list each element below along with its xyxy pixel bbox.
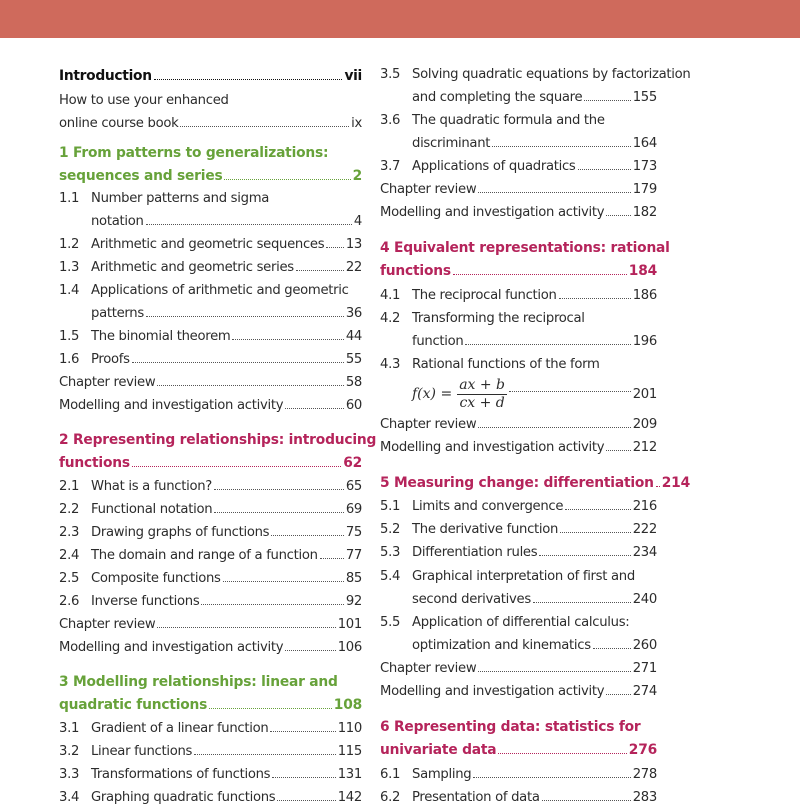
section-number: 2.3 (59, 525, 80, 540)
formula-fx: f(x) = (412, 386, 453, 402)
toc-entry-line (380, 657, 657, 680)
toc-page-number: 4 (353, 214, 362, 229)
toc-chapter-heading[interactable] (59, 671, 362, 717)
formula-fraction (457, 377, 507, 412)
toc-page-number: 22 (345, 260, 362, 275)
toc-page-number: 186 (632, 288, 657, 303)
dot-leader (565, 509, 631, 510)
toc-entry-line (380, 284, 657, 307)
toc-entry-line (380, 763, 657, 786)
toc-entry[interactable] (59, 590, 362, 613)
toc-entry-line (59, 210, 362, 233)
toc-entry[interactable] (59, 544, 362, 567)
toc-entry-line (380, 86, 657, 109)
toc-entry-line (59, 717, 362, 740)
toc-entry-line (380, 178, 657, 201)
toc-page-number: 60 (345, 398, 362, 413)
dot-leader (539, 555, 630, 556)
toc-entry-title: Differentiation rules (412, 545, 538, 560)
dot-leader (209, 708, 332, 709)
section-number: 2.1 (59, 479, 80, 494)
section-number: 4.1 (380, 288, 401, 303)
section-number: 4.3 (380, 357, 401, 372)
dot-leader (559, 298, 631, 299)
toc-entry-title: 4 Equivalent representations: rational (380, 240, 670, 256)
toc-entry-title: Modelling and investigation activity (380, 684, 605, 699)
toc-entry[interactable] (59, 348, 362, 371)
toc-entry[interactable] (380, 201, 657, 224)
section-number: 3.2 (59, 744, 80, 759)
toc-entry-title: and completing the square (412, 90, 583, 105)
dot-leader (154, 79, 343, 80)
dot-leader (478, 427, 630, 428)
toc-page-number: 101 (337, 617, 362, 632)
toc-entry-title: Presentation of data (412, 790, 540, 805)
section-number: 5.2 (380, 522, 401, 537)
dot-leader (214, 489, 344, 490)
toc-entry-line (59, 394, 362, 417)
dot-leader (584, 100, 630, 101)
toc-entry[interactable] (380, 611, 657, 657)
dot-leader (232, 339, 343, 340)
dot-leader (478, 671, 630, 672)
toc-entry-title: Chapter review (59, 617, 156, 632)
toc-entry-title: The binomial theorem (91, 329, 231, 344)
toc-page-number: 260 (632, 638, 657, 653)
toc-page-number: 2 (352, 168, 362, 184)
toc-entry-title: Modelling and investigation activity (380, 205, 605, 220)
toc-entry-line (380, 155, 657, 178)
toc-page-number: 62 (343, 455, 362, 471)
toc-page-number: 69 (345, 502, 362, 517)
toc-entry[interactable] (59, 636, 362, 659)
toc-entry-title: Gradient of a linear function (91, 721, 269, 736)
toc-entry[interactable] (59, 371, 362, 394)
toc-entry-title: Solving quadratic equations by factorization (412, 67, 691, 82)
toc-entry-title: discriminant (412, 136, 491, 151)
toc-entry[interactable] (380, 284, 657, 307)
toc-entry-title: Number patterns and sigma (91, 191, 270, 206)
toc-entry[interactable] (380, 307, 657, 353)
toc-entry-line (380, 413, 657, 436)
dot-leader (542, 800, 631, 801)
section-number: 6.2 (380, 790, 401, 805)
section-number: 5.1 (380, 499, 401, 514)
section-number: 1.1 (59, 191, 80, 206)
toc-entry-title: Functional notation (91, 502, 213, 517)
toc-entry-line (59, 233, 362, 256)
toc-entry-line (59, 142, 362, 165)
dot-leader (533, 602, 631, 603)
dot-leader (285, 408, 344, 409)
toc-entry[interactable] (59, 256, 362, 279)
toc-entry-title: Application of differential calculus: (412, 615, 630, 630)
toc-page-number: 283 (632, 790, 657, 805)
toc-entry-title: Transforming the reciprocal (412, 311, 585, 326)
dot-leader (465, 344, 630, 345)
toc-entry-title: Linear functions (91, 744, 193, 759)
toc-entry-line (59, 740, 362, 763)
toc-entry-title: Composite functions (91, 571, 221, 586)
toc-entry-line (59, 694, 362, 717)
toc-entry-title: Modelling and investigation activity (59, 398, 284, 413)
toc-entry-title: 6 Representing data: statistics for (380, 719, 641, 735)
dot-leader (326, 247, 344, 248)
section-number: 1.3 (59, 260, 80, 275)
dot-leader (473, 777, 630, 778)
toc-entry[interactable] (380, 680, 657, 703)
toc-entry-title: Limits and convergence (412, 499, 564, 514)
dot-leader (223, 581, 344, 582)
toc-entry-line (59, 567, 362, 590)
dot-leader (656, 486, 660, 487)
section-number: 3.4 (59, 790, 80, 805)
dot-leader (478, 192, 630, 193)
toc-entry-line (59, 187, 362, 210)
dot-leader (606, 450, 631, 451)
toc-page-number: 131 (337, 767, 362, 782)
section-number: 2.6 (59, 594, 80, 609)
toc-page-number: 85 (345, 571, 362, 586)
dot-leader (272, 777, 335, 778)
toc-entry-title: 2 Representing relationships: introducing (59, 432, 377, 448)
header-band (0, 0, 800, 38)
toc-page-number: 271 (632, 661, 657, 676)
toc-entry[interactable] (380, 436, 657, 459)
dot-leader (277, 800, 335, 801)
toc-entry-line (380, 201, 657, 224)
section-number: 5.4 (380, 569, 401, 584)
toc-chapter-heading[interactable] (380, 237, 670, 283)
toc-entry-title: Chapter review (380, 182, 477, 197)
section-number: 3.7 (380, 159, 401, 174)
dot-leader (132, 466, 341, 467)
toc-entry[interactable] (59, 475, 362, 498)
section-number: 3.1 (59, 721, 80, 736)
toc-entry-line (380, 472, 690, 495)
toc-entry[interactable] (380, 541, 657, 564)
toc-page-number: 179 (632, 182, 657, 197)
toc-entry-title: functions (59, 455, 130, 471)
section-number: 5.3 (380, 545, 401, 560)
toc-entry-title: Applications of quadratics (412, 159, 576, 174)
toc-entry-line (59, 256, 362, 279)
toc-entry-line (59, 475, 362, 498)
toc-entry-line (59, 302, 362, 325)
toc-page-number: 196 (632, 334, 657, 349)
toc-entry-title: How to use your enhanced (59, 93, 229, 108)
toc-entry[interactable] (59, 233, 362, 256)
dot-leader (453, 274, 627, 275)
toc-entry[interactable] (59, 763, 362, 786)
toc-entry-title: notation (91, 214, 144, 229)
dot-leader (270, 731, 335, 732)
toc-entry-title: The domain and range of a function (91, 548, 318, 563)
dot-leader (606, 215, 631, 216)
toc-chapter-heading[interactable] (380, 472, 690, 495)
toc-entry-line (380, 518, 657, 541)
toc-entry[interactable] (380, 495, 657, 518)
toc-entry-title: quadratic functions (59, 697, 208, 713)
toc-entry-line (59, 521, 362, 544)
toc-entry-line (59, 786, 362, 809)
formula-numerator: ax + b (459, 376, 506, 393)
toc-entry-line (59, 165, 362, 188)
toc-entry-line (380, 495, 657, 518)
dot-leader (180, 126, 349, 127)
toc-entry[interactable] (59, 187, 362, 233)
toc-entry-title: Chapter review (380, 417, 477, 432)
toc-entry-title: Modelling and investigation activity (380, 440, 605, 455)
toc-entry[interactable] (380, 353, 657, 376)
toc-chapter-heading[interactable] (59, 142, 362, 188)
toc-chapter-heading[interactable] (59, 429, 377, 475)
toc-intro-entry[interactable] (59, 65, 362, 88)
toc-entry-line (380, 63, 691, 86)
toc-entry-line (380, 786, 657, 809)
toc-entry-line (59, 452, 362, 475)
toc-entry-line (59, 89, 362, 112)
toc-entry[interactable] (380, 763, 657, 786)
toc-entry[interactable] (59, 567, 362, 590)
toc-entry-line (380, 634, 657, 657)
toc-entry-line (380, 436, 657, 459)
dot-leader (201, 604, 343, 605)
toc-entry-title: 1 From patterns to generalizations: (59, 145, 329, 161)
toc-page-number: 106 (337, 640, 362, 655)
toc-entry-line (59, 325, 362, 348)
dot-leader (296, 270, 344, 271)
toc-page-number: 209 (632, 417, 657, 432)
toc-entry-title: univariate data (380, 742, 497, 758)
toc-page-number: ix (351, 116, 362, 131)
toc-page-number: 65 (345, 479, 362, 494)
toc-entry-line (380, 739, 657, 762)
toc-entry[interactable] (380, 178, 657, 201)
toc-entry[interactable] (380, 518, 657, 541)
toc-page-number: 201 (632, 386, 657, 402)
section-number: 2.2 (59, 502, 80, 517)
dot-leader (593, 648, 631, 649)
toc-entry-title: online course book (59, 116, 179, 131)
section-number: 5.5 (380, 615, 401, 630)
toc-page-number: 184 (628, 263, 657, 279)
toc-page-number: 110 (337, 721, 362, 736)
toc-page-number: 55 (345, 352, 362, 367)
toc-entry-title: Transformations of functions (91, 767, 271, 782)
toc-entry-line (59, 429, 377, 452)
toc-entry-line (59, 636, 362, 659)
toc-page-number: 36 (345, 306, 362, 321)
section-number: 3.6 (380, 113, 401, 128)
dot-leader (560, 532, 631, 533)
toc-entry-line (380, 716, 657, 739)
toc-page-number: vii (344, 68, 362, 84)
toc-entry[interactable] (59, 279, 362, 325)
dot-leader (157, 627, 335, 628)
toc-page-number: 234 (632, 545, 657, 560)
toc-entry-title: second derivatives (412, 592, 531, 607)
toc-page-number: 13 (345, 237, 362, 252)
toc-entry-title: Chapter review (380, 661, 477, 676)
toc-entry-title: Arithmetic and geometric sequences (91, 237, 325, 252)
toc-entry-line (59, 544, 362, 567)
toc-entry-line (59, 112, 362, 135)
toc-entry-line (59, 613, 362, 636)
toc-entry-line (380, 260, 657, 283)
toc-entry-line (59, 65, 362, 88)
toc-entry[interactable] (380, 565, 657, 611)
toc-entry-line (380, 307, 657, 330)
section-number: 3.5 (380, 67, 401, 82)
section-number: 6.1 (380, 767, 401, 782)
toc-entry[interactable] (380, 109, 657, 155)
toc-entry-title: Arithmetic and geometric series (91, 260, 294, 275)
toc-entry[interactable] (380, 657, 657, 680)
toc-entry-title: Sampling (412, 767, 472, 782)
toc-entry-title: Graphing quadratic functions (91, 790, 276, 805)
toc-page-number: 216 (632, 499, 657, 514)
toc-entry-line (380, 132, 657, 155)
toc-entry[interactable] (380, 63, 691, 109)
dot-leader (498, 753, 626, 754)
toc-page-number: 155 (632, 90, 657, 105)
toc-entry-line (380, 330, 657, 353)
toc-page-number: 278 (632, 767, 657, 782)
toc-page-number: 214 (661, 475, 690, 491)
toc-entry[interactable] (59, 498, 362, 521)
dot-leader (146, 224, 352, 225)
toc-page-number: 142 (337, 790, 362, 805)
toc-entry-line (380, 541, 657, 564)
toc-entry-title: 5 Measuring change: differentiation (380, 475, 654, 491)
toc-entry-title: function (412, 334, 464, 349)
toc-entry-title: functions (380, 263, 451, 279)
toc-entry-line (380, 353, 657, 376)
toc-entry-title: optimization and kinematics (412, 638, 591, 653)
dot-leader (509, 391, 631, 392)
toc-entry[interactable] (59, 717, 362, 740)
dot-leader (194, 754, 336, 755)
toc-page-number: 222 (632, 522, 657, 537)
toc-entry-title: The quadratic formula and the (412, 113, 605, 128)
toc-entry[interactable] (59, 740, 362, 763)
toc-page-number: 173 (632, 159, 657, 174)
section-number: 3.3 (59, 767, 80, 782)
toc-entry-line (59, 763, 362, 786)
toc-page-number: 240 (632, 592, 657, 607)
toc-page-number: 44 (345, 329, 362, 344)
toc-entry-line (380, 588, 657, 611)
dot-leader (214, 512, 344, 513)
toc-entry-title: Drawing graphs of functions (91, 525, 270, 540)
toc-entry-title: Chapter review (59, 375, 156, 390)
toc-page-number: 276 (628, 742, 657, 758)
formula-denominator: cx + d (459, 394, 505, 411)
dot-leader (320, 558, 344, 559)
toc-entry-title: What is a function? (91, 479, 213, 494)
toc-page-number: 75 (345, 525, 362, 540)
toc-entry-title: Modelling and investigation activity (59, 640, 284, 655)
dot-leader (157, 385, 343, 386)
toc-entry-title: Rational functions of the form (412, 357, 600, 372)
toc-entry[interactable] (59, 786, 362, 809)
toc-page-number: 274 (632, 684, 657, 699)
dot-leader (271, 535, 344, 536)
toc-entry[interactable] (59, 89, 362, 135)
toc-entry-line (59, 498, 362, 521)
toc-entry-line (59, 279, 362, 302)
toc-entry[interactable] (380, 786, 657, 809)
toc-entry[interactable] (380, 413, 657, 436)
toc-entry[interactable] (380, 155, 657, 178)
toc-entry-line (380, 565, 657, 588)
toc-entry-line (59, 348, 362, 371)
toc-entry[interactable] (59, 521, 362, 544)
toc-entry-title: The reciprocal function (412, 288, 557, 303)
toc-entry-line (59, 371, 362, 394)
section-number: 1.5 (59, 329, 80, 344)
dot-leader (606, 694, 631, 695)
dot-leader (224, 179, 350, 180)
toc-entry-title: Proofs (91, 352, 130, 367)
toc-entry-title: Inverse functions (91, 594, 200, 609)
section-number: 1.4 (59, 283, 80, 298)
toc-page-number: 182 (632, 205, 657, 220)
toc-entry-line (59, 590, 362, 613)
toc-entry-line (380, 237, 670, 260)
toc-chapter-heading[interactable] (380, 716, 657, 762)
toc-page-number: 115 (337, 744, 362, 759)
dot-leader (285, 650, 336, 651)
toc-entry[interactable] (59, 394, 362, 417)
toc-entry-title: sequences and series (59, 168, 223, 184)
toc-entry-title: 3 Modelling relationships: linear and (59, 674, 338, 690)
toc-page-number: 164 (632, 136, 657, 151)
toc-page-number: 108 (333, 697, 362, 713)
toc-entry-title: patterns (91, 306, 144, 321)
section-number: 4.2 (380, 311, 401, 326)
toc-entry-line (380, 680, 657, 703)
toc-entry-line (380, 109, 657, 132)
toc-entry[interactable] (59, 613, 362, 636)
toc-entry-line (59, 671, 362, 694)
toc-entry[interactable] (59, 325, 362, 348)
dot-leader (492, 146, 631, 147)
toc-page-number: 58 (345, 375, 362, 390)
toc-entry-title: Graphical interpretation of first and (412, 569, 635, 584)
section-number: 2.4 (59, 548, 80, 563)
toc-entry-title: Introduction (59, 68, 152, 84)
toc-entry-line (380, 611, 657, 634)
dot-leader (132, 362, 344, 363)
toc-page-number: 92 (345, 594, 362, 609)
toc-page-number: 77 (345, 548, 362, 563)
dot-leader (578, 169, 631, 170)
rational-function-formula (412, 373, 657, 415)
toc-entry-title: Applications of arithmetic and geometric (91, 283, 349, 298)
toc-page-number: 212 (632, 440, 657, 455)
section-number: 1.2 (59, 237, 80, 252)
section-number: 2.5 (59, 571, 80, 586)
dot-leader (146, 316, 344, 317)
section-number: 1.6 (59, 352, 80, 367)
toc-entry-title: The derivative function (412, 522, 559, 537)
